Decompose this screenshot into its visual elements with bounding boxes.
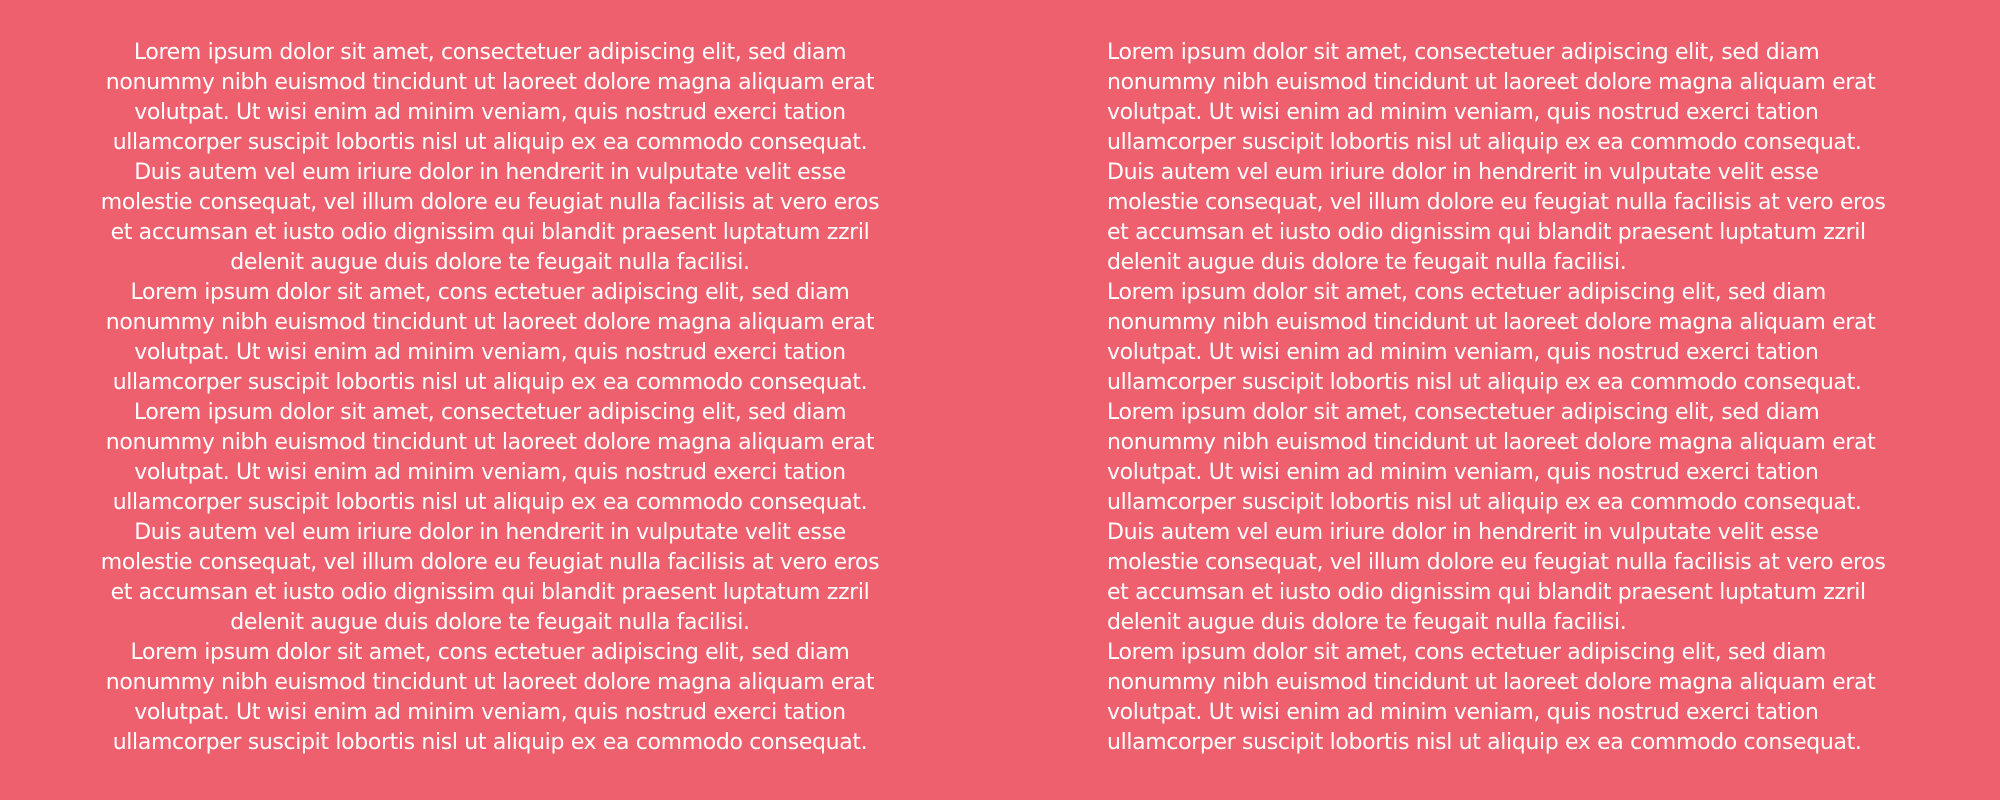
text-line: volutpat. Ut wisi enim ad minim veniam, quis nostrud exerci tation: [134, 100, 846, 125]
text-line: Lorem ipsum dolor sit amet, cons ectetuer adipiscing elit, sed diam: [130, 280, 850, 305]
paragraph: [1107, 638, 1927, 758]
text-line: molestie consequat, vel illum dolore eu feugiat nulla facilisis at vero eros: [1107, 190, 1886, 215]
text-line: ullamcorper suscipit lobortis nisl ut aliquip ex ea commodo consequat.: [1107, 490, 1862, 515]
text-line: et accumsan et iusto odio dignissim qui blandit praesent luptatum zzril: [110, 580, 870, 605]
text-line: ullamcorper suscipit lobortis nisl ut aliquip ex ea commodo consequat.: [112, 370, 868, 395]
text-line: nonummy nibh euismod tincidunt ut laoreet dolore magna aliquam erat: [105, 70, 875, 95]
text-line: volutpat. Ut wisi enim ad minim veniam, quis nostrud exerci tation: [1107, 100, 1819, 125]
paragraph: [80, 518, 900, 638]
text-line: delenit augue duis dolore te feugait nulla facilisi.: [1107, 250, 1627, 275]
text-column-left: [80, 38, 900, 758]
text-line: Lorem ipsum dolor sit amet, cons ectetuer adipiscing elit, sed diam: [130, 640, 850, 665]
text-line: Lorem ipsum dolor sit amet, cons ectetuer adipiscing elit, sed diam: [1107, 640, 1827, 665]
text-line: Duis autem vel eum iriure dolor in hendrerit in vulputate velit esse: [1107, 520, 1819, 545]
text-line: volutpat. Ut wisi enim ad minim veniam, quis nostrud exerci tation: [1107, 340, 1819, 365]
text-line: nonummy nibh euismod tincidunt ut laoreet dolore magna aliquam erat: [1107, 70, 1876, 95]
paragraph: [80, 398, 900, 518]
text-line: molestie consequat, vel illum dolore eu feugiat nulla facilisis at vero eros: [100, 190, 880, 215]
text-line: Lorem ipsum dolor sit amet, consectetuer adipiscing elit, sed diam: [133, 40, 847, 65]
text-line: delenit augue duis dolore te feugait nulla facilisi.: [1107, 610, 1627, 635]
text-line: Duis autem vel eum iriure dolor in hendrerit in vulputate velit esse: [134, 520, 846, 545]
paragraph: [80, 158, 900, 278]
text-line: ullamcorper suscipit lobortis nisl ut aliquip ex ea commodo consequat.: [112, 130, 868, 155]
text-line: nonummy nibh euismod tincidunt ut laoreet dolore magna aliquam erat: [1107, 430, 1876, 455]
text-line: volutpat. Ut wisi enim ad minim veniam, quis nostrud exerci tation: [134, 700, 846, 725]
paragraph: [1107, 38, 1927, 158]
text-line: et accumsan et iusto odio dignissim qui blandit praesent luptatum zzril: [110, 220, 870, 245]
text-line: molestie consequat, vel illum dolore eu feugiat nulla facilisis at vero eros: [100, 550, 880, 575]
text-line: ullamcorper suscipit lobortis nisl ut aliquip ex ea commodo consequat.: [1107, 730, 1862, 755]
paragraph: [1107, 278, 1927, 398]
text-line: nonummy nibh euismod tincidunt ut laoreet dolore magna aliquam erat: [1107, 670, 1876, 695]
paragraph: [80, 278, 900, 398]
text-line: delenit augue duis dolore te feugait nulla facilisi.: [230, 610, 750, 635]
text-line: Duis autem vel eum iriure dolor in hendrerit in vulputate velit esse: [1107, 160, 1819, 185]
text-line: Lorem ipsum dolor sit amet, consectetuer adipiscing elit, sed diam: [1107, 400, 1820, 425]
text-line: Duis autem vel eum iriure dolor in hendrerit in vulputate velit esse: [134, 160, 846, 185]
paragraph: [1107, 158, 1927, 278]
text-line: nonummy nibh euismod tincidunt ut laoreet dolore magna aliquam erat: [105, 430, 875, 455]
text-line: nonummy nibh euismod tincidunt ut laoreet dolore magna aliquam erat: [105, 310, 875, 335]
text-line: ullamcorper suscipit lobortis nisl ut aliquip ex ea commodo consequat.: [1107, 370, 1862, 395]
text-line: volutpat. Ut wisi enim ad minim veniam, quis nostrud exerci tation: [134, 460, 846, 485]
text-line: volutpat. Ut wisi enim ad minim veniam, quis nostrud exerci tation: [1107, 460, 1819, 485]
text-line: Lorem ipsum dolor sit amet, consectetuer adipiscing elit, sed diam: [133, 400, 847, 425]
text-line: molestie consequat, vel illum dolore eu feugiat nulla facilisis at vero eros: [1107, 550, 1886, 575]
paragraph: [80, 38, 900, 158]
paragraph: [1107, 518, 1927, 638]
text-line: ullamcorper suscipit lobortis nisl ut aliquip ex ea commodo consequat.: [1107, 130, 1862, 155]
text-line: et accumsan et iusto odio dignissim qui blandit praesent luptatum zzril: [1107, 220, 1866, 245]
text-line: ullamcorper suscipit lobortis nisl ut aliquip ex ea commodo consequat.: [112, 490, 868, 515]
text-line: Lorem ipsum dolor sit amet, cons ectetuer adipiscing elit, sed diam: [1107, 280, 1827, 305]
text-line: ullamcorper suscipit lobortis nisl ut aliquip ex ea commodo consequat.: [112, 730, 868, 755]
paragraph: [80, 638, 900, 758]
text-line: volutpat. Ut wisi enim ad minim veniam, quis nostrud exerci tation: [1107, 700, 1819, 725]
text-line: delenit augue duis dolore te feugait nulla facilisi.: [230, 250, 750, 275]
text-line: et accumsan et iusto odio dignissim qui blandit praesent luptatum zzril: [1107, 580, 1866, 605]
paragraph: [1107, 398, 1927, 518]
text-column-right: [1107, 38, 1927, 758]
text-line: nonummy nibh euismod tincidunt ut laoreet dolore magna aliquam erat: [105, 670, 875, 695]
text-line: volutpat. Ut wisi enim ad minim veniam, quis nostrud exerci tation: [134, 340, 846, 365]
text-line: nonummy nibh euismod tincidunt ut laoreet dolore magna aliquam erat: [1107, 310, 1876, 335]
text-line: Lorem ipsum dolor sit amet, consectetuer adipiscing elit, sed diam: [1107, 40, 1820, 65]
